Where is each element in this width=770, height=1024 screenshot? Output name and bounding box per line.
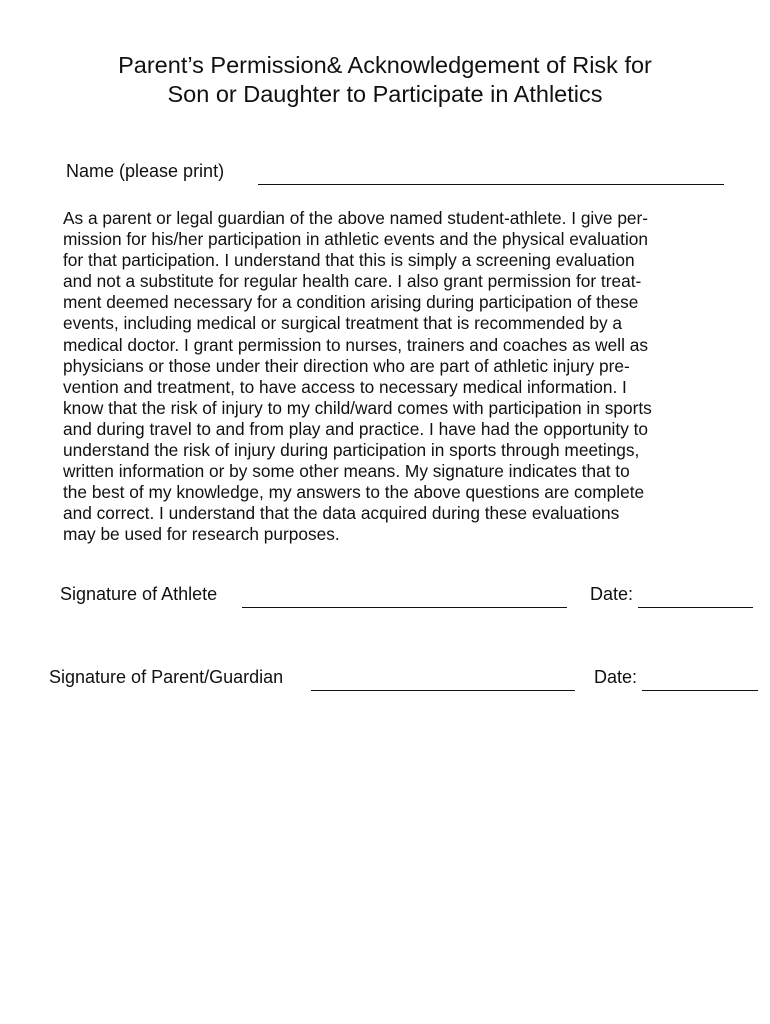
paragraph-line: and correct. I understand that the data acquired during these evaluations <box>63 503 620 524</box>
athlete-date-line[interactable] <box>638 607 753 608</box>
paragraph-line: written information or by some other means. My signature indicates that to <box>63 461 630 482</box>
title-line-2: Son or Daughter to Participate in Athletics <box>167 81 603 107</box>
parent-signature-line[interactable] <box>311 690 575 691</box>
paragraph-line: vention and treatment, to have access to necessary medical information. I <box>63 376 627 397</box>
paragraph-line: understand the risk of injury during participation in sports through meetings, <box>63 440 640 461</box>
paragraph-line: for that participation. I understand that this is simply a screening evaluation <box>63 250 635 271</box>
paragraph-line: mission for his/her participation in athletic events and the physical evaluation <box>63 229 649 250</box>
paragraph-line: ment deemed necessary for a condition arising during participation of these <box>63 292 639 313</box>
paragraph-line: and during travel to and from play and practice. I have had the opportunity to <box>63 418 649 439</box>
consent-paragraph <box>63 208 713 546</box>
parent-signature-label: Signature of Parent/Guardian <box>49 667 284 687</box>
parent-date-line[interactable] <box>642 690 758 691</box>
athlete-date-label: Date: <box>590 584 634 604</box>
parent-date-label: Date: <box>594 667 638 687</box>
paragraph-line: medical doctor. I grant permission to nurses, trainers and coaches as well as <box>63 334 648 355</box>
name-input-line[interactable] <box>258 184 724 185</box>
title-line-1: Parent’s Permission& Acknowledgement of Risk for <box>118 52 652 78</box>
paragraph-line: may be used for research purposes. <box>63 524 340 545</box>
paragraph-line: and not a substitute for regular health care. I also grant permission for treat- <box>63 271 642 292</box>
paragraph-line: As a parent or legal guardian of the above named student-athlete. I give per- <box>63 208 649 228</box>
paragraph-line: the best of my knowledge, my answers to the above questions are complete <box>63 482 645 503</box>
athlete-signature-label: Signature of Athlete <box>60 584 218 604</box>
paragraph-line: know that the risk of injury to my child/ward comes with participation in sports <box>63 397 652 418</box>
paragraph-line: physicians or those under their direction who are part of athletic injury pre- <box>63 355 630 376</box>
paragraph-line: events, including medical or surgical treatment that is recommended by a <box>63 313 623 334</box>
document-title <box>0 51 770 109</box>
name-label: Name (please print) <box>66 161 225 181</box>
athlete-signature-line[interactable] <box>242 607 567 608</box>
